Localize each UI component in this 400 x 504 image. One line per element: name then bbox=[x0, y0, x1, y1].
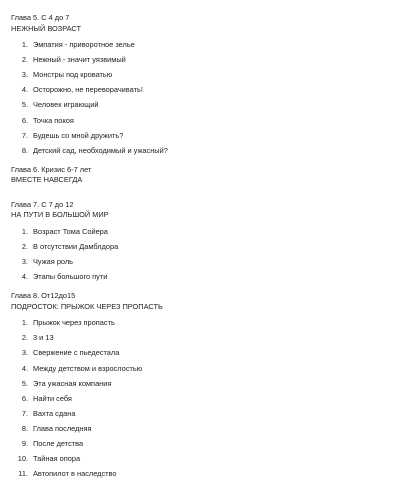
chapter-header bbox=[11, 166, 400, 185]
chapter-title: Глава 7. С 7 до 12 bbox=[11, 199, 74, 209]
chapter-6 bbox=[11, 166, 400, 185]
item-text: Вахта сдана bbox=[33, 408, 76, 418]
list-item bbox=[11, 41, 400, 56]
item-number: 8. bbox=[21, 423, 28, 433]
item-number: 1. bbox=[21, 226, 28, 236]
item-text: Будешь со мной дружить? bbox=[33, 130, 124, 140]
chapter-subtitle: НЕЖНЫЙ ВОЗРАСТ bbox=[11, 23, 82, 33]
item-text: Возраст Тома Сойера bbox=[33, 226, 108, 236]
chapter-title: Глава 8. От12до15 bbox=[11, 291, 76, 301]
item-text: Детский сад, необходимый и ужасный? bbox=[33, 145, 168, 155]
item-number: 4. bbox=[21, 363, 28, 373]
chapter-item-list bbox=[11, 319, 400, 485]
chapter-subtitle: НА ПУТИ В БОЛЬШОЙ МИР bbox=[11, 210, 109, 220]
item-text: Этапы большого пути bbox=[33, 272, 108, 282]
item-text: Автопилот в наследство bbox=[33, 469, 117, 479]
list-item bbox=[11, 273, 400, 288]
list-item bbox=[11, 365, 400, 380]
item-number: 9. bbox=[21, 439, 28, 448]
list-item bbox=[11, 147, 400, 162]
list-item bbox=[11, 71, 400, 86]
item-text: Найти себя bbox=[33, 393, 72, 403]
chapter-item-list bbox=[11, 41, 400, 162]
item-number: 2. bbox=[21, 55, 28, 65]
list-item bbox=[11, 101, 400, 116]
chapter-header bbox=[11, 292, 400, 311]
item-number: 6. bbox=[21, 115, 28, 125]
item-number: 7. bbox=[21, 408, 28, 418]
item-number: 5. bbox=[21, 378, 28, 388]
chapter-item-list bbox=[11, 228, 400, 288]
list-item bbox=[11, 56, 400, 71]
item-text: Тайная опора bbox=[33, 454, 81, 464]
item-text: Осторожно, не переворачивать! bbox=[33, 85, 143, 95]
chapter-subtitle: ПОДРОСТОК: ПРЫЖОК ЧЕРЕЗ ПРОПАСТЬ bbox=[11, 301, 163, 311]
item-text: Чужая роль bbox=[33, 257, 74, 267]
item-number: 1. bbox=[21, 318, 28, 328]
list-item bbox=[11, 410, 400, 425]
list-item bbox=[11, 425, 400, 440]
chapter-subtitle: ВМЕСТЕ НАВСЕГДА bbox=[11, 175, 83, 185]
item-number: 2. bbox=[21, 333, 28, 343]
item-text: Монстры под кроватью bbox=[33, 70, 113, 80]
list-item bbox=[11, 380, 400, 395]
list-item bbox=[11, 258, 400, 273]
item-number: 5. bbox=[21, 100, 28, 110]
item-text: Прыжок через пропасть bbox=[33, 318, 115, 328]
item-number: 3. bbox=[21, 257, 28, 267]
item-number: 10. bbox=[17, 454, 28, 464]
item-text: Эмпатия - приворотное зелье bbox=[33, 40, 135, 50]
item-number: 2. bbox=[21, 241, 28, 251]
chapter-header bbox=[11, 201, 400, 220]
item-text: Эта ужасная компания bbox=[33, 378, 112, 388]
item-number: 1. bbox=[21, 40, 28, 50]
item-number: 7. bbox=[21, 130, 28, 140]
list-item bbox=[11, 349, 400, 364]
item-number: 3. bbox=[21, 70, 28, 80]
chapter-5 bbox=[11, 14, 400, 162]
item-text: Нежный - значит уязвимый bbox=[33, 55, 126, 65]
item-text: Между детством и взрослостью bbox=[33, 363, 143, 373]
list-item bbox=[11, 86, 400, 101]
item-number: 11. bbox=[18, 469, 28, 479]
item-number: 6. bbox=[21, 393, 28, 403]
chapter-7 bbox=[11, 201, 400, 288]
item-text: 3 и 13 bbox=[33, 333, 54, 343]
item-number: 8. bbox=[21, 145, 28, 155]
item-number: 4. bbox=[21, 85, 28, 95]
item-text: Свержение с пьедестала bbox=[33, 348, 120, 358]
item-text: В отсутствии Дамблдора bbox=[33, 241, 119, 251]
list-item bbox=[11, 455, 400, 470]
item-text: Точка покоя bbox=[33, 115, 74, 125]
item-text: Глава последняя bbox=[33, 423, 92, 433]
item-text: Человек играющий bbox=[33, 100, 99, 110]
list-item bbox=[11, 117, 400, 132]
list-item bbox=[11, 243, 400, 258]
chapter-header bbox=[11, 14, 400, 33]
chapter-title: Глава 5. С 4 до 7 bbox=[11, 13, 70, 22]
list-item bbox=[11, 228, 400, 243]
list-item bbox=[11, 334, 400, 349]
list-item bbox=[11, 440, 400, 455]
item-text: После детства bbox=[33, 439, 84, 448]
item-number: 4. bbox=[21, 272, 28, 282]
chapter-8 bbox=[11, 292, 400, 485]
list-item bbox=[11, 395, 400, 410]
list-item bbox=[11, 319, 400, 334]
chapter-title: Глава 6. Кризис 6-7 лет bbox=[11, 164, 92, 174]
list-item bbox=[11, 470, 400, 485]
item-number: 3. bbox=[21, 348, 28, 358]
list-item bbox=[11, 132, 400, 147]
